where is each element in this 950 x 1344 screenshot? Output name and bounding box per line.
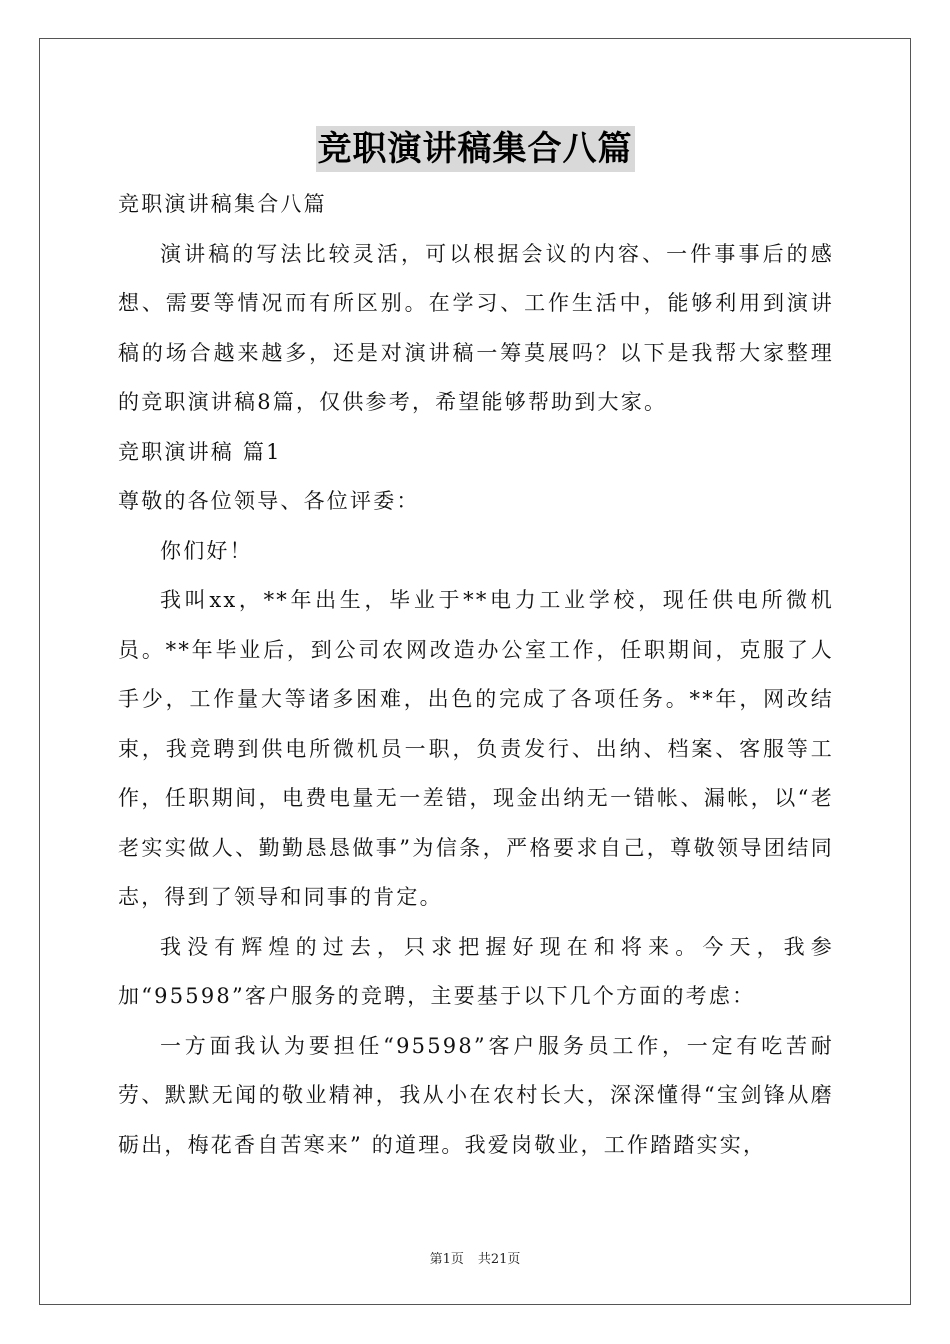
page-number: 第1页 (429, 1252, 464, 1267)
intro-paragraph: 演讲稿的写法比较灵活，可以根据会议的内容、一件事事后的感想、需要等情况而有所区别。在学习、工作生活中，能够利用到演讲稿的场合越来越多，还是对演讲稿一筹莫展吗？以下是我帮大家整理的竞职演讲稿8篇，仅供参考，希望能够帮助到大家。 (118, 241, 834, 414)
subtitle-paragraph: 竞职演讲稿集合八篇 (118, 192, 327, 216)
page-footer (0, 1248, 950, 1267)
self-intro-paragraph: 我叫xx，**年出生，毕业于**电力工业学校，现任供电所微机员。**年毕业后，到公司农网改造办公室工作，任职期间，克服了人手少，工作量大等诸多困难，出色的完成了各项任务。**年，网改结束，我竞聘到供电所微机员一职，负责发行、出纳、档案、客服等工作，任职期间，电费电量无一差错，现金出纳无一错帐、漏帐，以“老老实实做人、勤勤恳恳做事”为信条，严格要求自己，尊敬领导团结同志，得到了领导和同事的肯定。 (118, 588, 834, 909)
greeting-paragraph: 你们好！ (160, 538, 253, 563)
document-title (0, 126, 950, 172)
salutation-paragraph: 尊敬的各位领导、各位评委： (118, 489, 420, 513)
first-reason-paragraph: 一方面我认为要担任“95598”客户服务员工作，一定有吃苦耐劳、默默无闻的敬业精神，我从小在农村长大，深深懂得“宝剑锋从磨砺出，梅花香自苦寒来” 的道理。我爱岗敬业，工作踏踏实实， (118, 1033, 834, 1157)
motivation-paragraph: 我没有辉煌的过去，只求把握好现在和将来。今天，我参加“95598”客户服务的竞聘，主要基于以下几个方面的考虑： (118, 934, 834, 1008)
page-total: 共21页 (477, 1252, 521, 1267)
document-body (118, 180, 834, 1170)
section-heading: 竞职演讲稿 篇1 (118, 439, 282, 464)
document-title-text: 竞职演讲稿集合八篇 (316, 126, 635, 172)
